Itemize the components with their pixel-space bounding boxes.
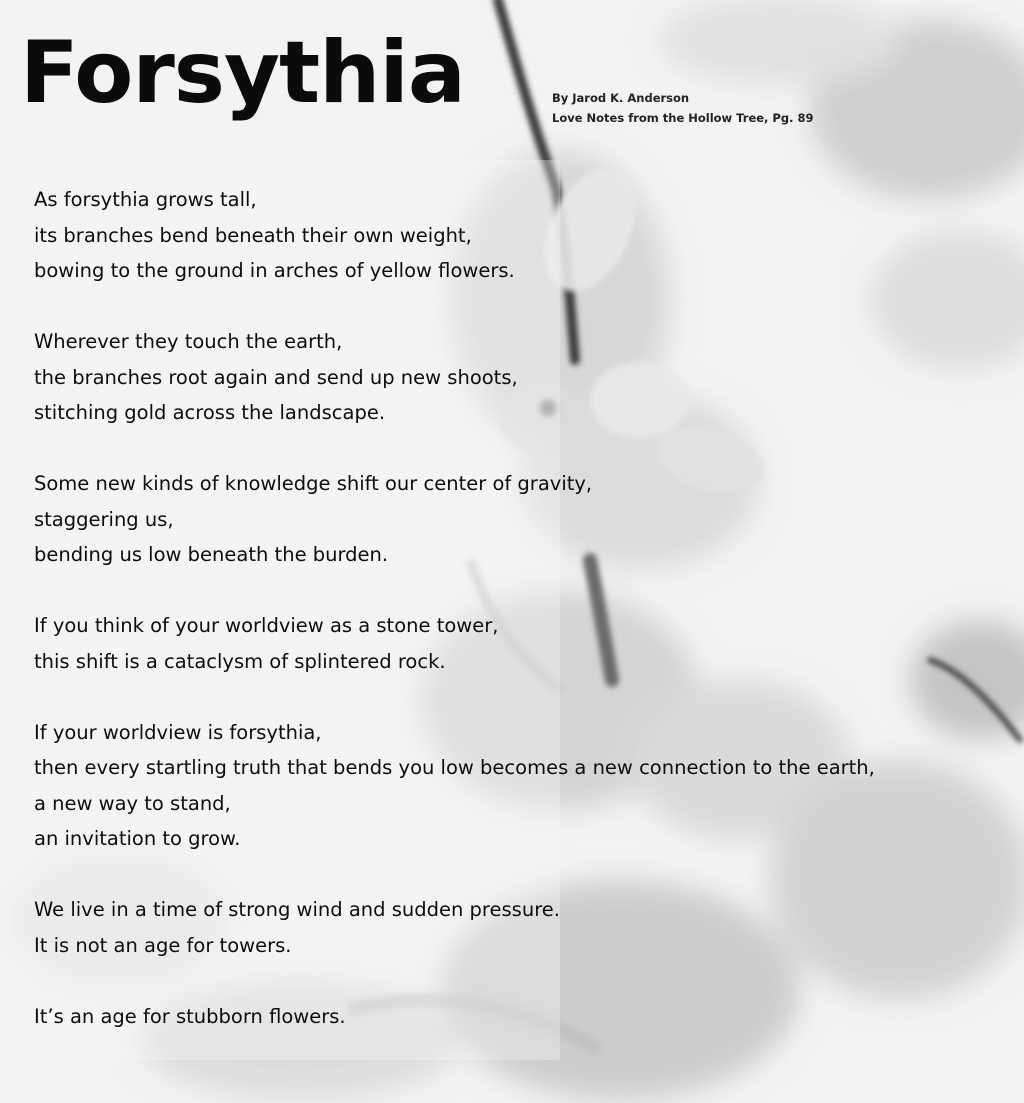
poem-line: Some new kinds of knowledge shift our center of gravity,	[34, 472, 593, 495]
poem-line: then every startling truth that bends you low becomes a new connection to the earth,	[34, 756, 875, 779]
byline	[552, 88, 813, 128]
poem-line: this shift is a cataclysm of splintered rock.	[34, 649, 446, 673]
poem-line: It’s an age for stubborn flowers.	[34, 1004, 346, 1028]
poem-body	[34, 182, 1024, 1070]
poem-line: bending us low beneath the burden.	[34, 543, 389, 566]
poem-line: bowing to the ground in arches of yellow flowers.	[34, 259, 515, 282]
poem-line: the branches root again and send up new shoots,	[34, 365, 518, 389]
poem-line: stitching gold across the landscape.	[34, 401, 386, 424]
author-credit: By Jarod K. Anderson	[552, 91, 690, 105]
stanza	[34, 466, 1024, 573]
stanza	[34, 715, 1024, 857]
source-citation: Love Notes from the Hollow Tree, Pg. 89	[552, 111, 814, 125]
poem-line: its branches bend beneath their own weight,	[34, 223, 472, 247]
poem-line: a new way to stand,	[34, 791, 231, 815]
stanza	[34, 324, 1024, 431]
poem-line: staggering us,	[34, 507, 174, 531]
poem-line: It is not an age for towers.	[34, 933, 292, 957]
poem-line: If you think of your worldview as a stone tower,	[34, 614, 499, 637]
stanza	[34, 892, 1024, 963]
poem-line: an invitation to grow.	[34, 827, 241, 850]
poem-line: As forsythia grows tall,	[34, 188, 257, 211]
stanza	[34, 608, 1024, 679]
stanza	[34, 182, 1024, 289]
poem-line: If your worldview is forsythia,	[34, 720, 322, 744]
poem-title: Forsythia	[20, 23, 465, 123]
poem-line: We live in a time of strong wind and sudden pressure.	[34, 898, 560, 921]
stanza	[34, 999, 1024, 1035]
poem-line: Wherever they touch the earth,	[34, 330, 343, 353]
